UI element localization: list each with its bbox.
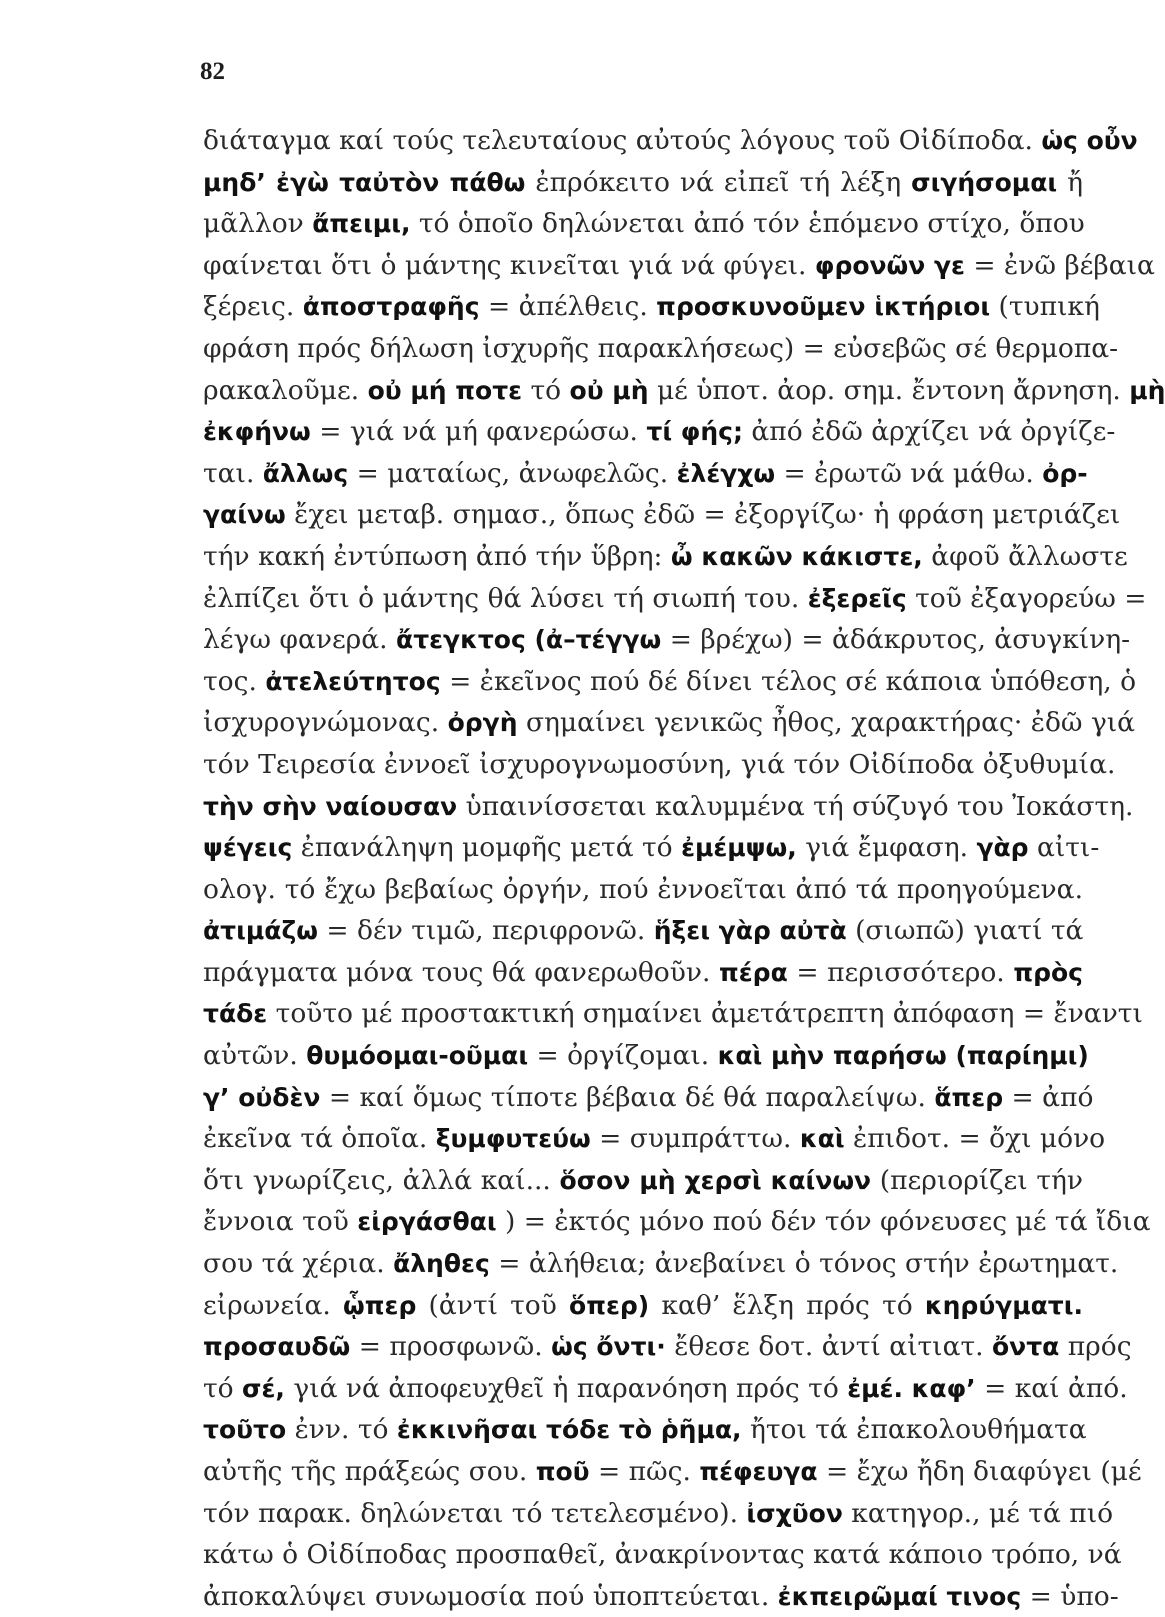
commentary-text-run: ἐλπίζει ὅτι ὁ μάντης θά λύσει τή σιωπή του. <box>203 582 808 614</box>
commentary-text <box>203 120 1165 1617</box>
lemma-term: ἥξει γὰρ αὐτὰ <box>653 916 847 946</box>
text-line <box>203 702 1136 744</box>
commentary-text-run: ἐπανάληψη μομφῆς μετά τό <box>292 832 682 864</box>
lemma-term: ξυμφυτεύω <box>435 1124 591 1154</box>
commentary-text-run: ὅτι γνωρίζεις, ἀλλά καί... <box>203 1164 560 1196</box>
commentary-text-run: διάταγμα καί τούς τελευταίους αὐτούς λόγους τοῦ Οἰδίποδα. <box>203 125 1042 156</box>
commentary-text-run: = προσφωνῶ. <box>350 1331 552 1363</box>
commentary-text-run: ἐπρόκειτο νά εἰπεῖ τή λέξη <box>525 166 912 198</box>
commentary-text-run: τό <box>522 374 570 406</box>
lemma-term: καὶ μὴν παρήσω (παρίημι) <box>717 1041 1089 1071</box>
lemma-term: ἄτεγκτος (ἀ–τέγγω <box>396 625 662 655</box>
text-line <box>203 1077 1094 1119</box>
lemma-term: φρονῶν γε <box>814 250 965 280</box>
commentary-text-run: σημαίνει γενικῶς ἦθος, χαρακτήρας· ἐδῶ γιά <box>517 707 1136 739</box>
commentary-text-run: = ὑπο- <box>1021 1580 1119 1612</box>
text-line <box>203 1035 1089 1077</box>
lemma-term: ὀρ- <box>1042 458 1088 488</box>
commentary-text-run: = ἐκεῖνος πού δέ δίνει τέλος σέ κάποια ὑπόθεση, ὁ <box>440 665 1137 697</box>
commentary-text-run: = πῶς. <box>589 1456 700 1487</box>
commentary-text-run: τοῦ ἐξαγορεύω = <box>906 582 1147 614</box>
commentary-text-run: τος. <box>203 665 266 697</box>
commentary-text-run: λέγω φανερά. <box>203 624 397 656</box>
commentary-text-run: σου τά χέρια. <box>203 1248 394 1280</box>
text-line <box>203 619 1131 661</box>
commentary-text-run: = καί ὅμως τίποτε βέβαια δέ θά παραλείψω. <box>320 1081 935 1113</box>
commentary-text-run: εἰρωνεία. <box>203 1289 344 1321</box>
commentary-text-run: φράση πρός δήλωση ἰσχυρῆς παρακλήσεως) = εὐσεβῶς σέ θερμοπα- <box>203 332 1119 364</box>
text-line <box>203 744 1116 786</box>
lemma-term: πέφευγα <box>699 1457 818 1486</box>
text-line <box>203 328 1119 370</box>
lemma-term: ἄληθες <box>393 1249 490 1279</box>
text-line <box>203 370 1165 412</box>
commentary-text-run: τόν Τειρεσία ἐννοεῖ ἰσχυρογνωμοσύνη, γιά τόν Οἰδίποδα ὀξυθυμία. <box>203 748 1116 780</box>
commentary-text-run: ἔθεσε δοτ. ἀντί αἰτιατ. <box>665 1331 992 1363</box>
commentary-text-run: ἔχει μεταβ. σημασ., ὅπως ἐδῶ = ἐξοργίζω· ἡ φράση μετριάζει <box>285 499 1121 531</box>
lemma-term: θυμόομαι-οῦμαι <box>306 1041 529 1071</box>
commentary-text-run: γιά νά ἀποφευχθεῖ ἡ παρανόηση πρός τό <box>284 1372 848 1404</box>
text-line <box>203 1409 1087 1451</box>
commentary-text-run: ἐκεῖνα τά ὁποῖα. <box>203 1123 436 1155</box>
lemma-term: ἐκφήνω <box>203 417 311 447</box>
text-line <box>203 1285 1083 1327</box>
lemma-term: ποῦ <box>535 1457 590 1486</box>
lemma-term: γὰρ <box>976 833 1029 863</box>
lemma-term: ὡς οὖν <box>1041 126 1138 155</box>
commentary-text-run: φαίνεται ὅτι ὁ μάντης κινεῖται γιά νά φύγει. <box>203 249 815 281</box>
lemma-term: τοῦτο <box>203 1415 287 1445</box>
text-line <box>203 1493 1114 1535</box>
commentary-text-run: ἤ <box>1057 166 1083 198</box>
text-line <box>203 578 1147 620</box>
lemma-term: ὅσον μὴ χερσὶ καίνων <box>559 1165 872 1195</box>
commentary-text-run: αὐτῆς τῆς πράξεώς σου. <box>203 1456 536 1487</box>
lemma-term: ἐξερεῖς <box>807 583 907 613</box>
lemma-term: τί φής; <box>646 417 743 447</box>
commentary-text-run: κάτω ὁ Οἰδίποδας προσπαθεῖ, ἀνακρίνοντας κατά κάποιο τρόπο, νά <box>203 1539 1122 1571</box>
commentary-text-run: αἰτι- <box>1028 832 1100 864</box>
lemma-term: τὴν σὴν ναίουσαν <box>203 791 458 821</box>
lemma-term: κηρύγματι. <box>924 1290 1083 1320</box>
lemma-term: ἐκπειρῶμαί τινος <box>777 1581 1022 1611</box>
commentary-text-run: πρός <box>1059 1331 1132 1363</box>
commentary-text-run: τοῦτο μέ προστακτική σημαίνει ἀμετάτρεπτη ἀπόφαση = ἔναντι <box>267 998 1143 1030</box>
commentary-text-run: = συμπράττω. <box>590 1123 800 1155</box>
lemma-term: ὦ κακῶν κάκιστε, <box>670 541 923 571</box>
lemma-term: ἐμέ. καφ’ <box>847 1373 976 1403</box>
commentary-text-run: (περιορίζει τήν <box>871 1164 1083 1196</box>
commentary-text-run: καθ’ ἕλξη πρός τό <box>649 1289 925 1321</box>
lemma-term: εἰργάσθαι <box>357 1207 497 1237</box>
commentary-text-run: ολογ. τό ἔχω βεβαίως ὀργήν, πού ἐννοεῖται ἀπό τά προηγούμενα. <box>203 873 1083 905</box>
lemma-term: ᾧπερ <box>343 1290 417 1320</box>
lemma-term: ἰσχῦον <box>746 1498 843 1528</box>
lemma-term: τάδε <box>203 999 268 1029</box>
page-number: 82 <box>200 58 225 85</box>
commentary-text-run: = ἀπέλθεις. <box>479 291 657 323</box>
text-line <box>203 661 1137 703</box>
lemma-term: ὡς ὄντι· <box>551 1332 666 1362</box>
commentary-text-run: = ἐρωτῶ νά μάθω. <box>775 457 1043 489</box>
lemma-term: μὴ <box>1129 375 1165 405</box>
text-line <box>203 411 1116 453</box>
lemma-term: οὐ μή ποτε <box>367 375 523 405</box>
lemma-term: ψέγεις <box>203 833 293 863</box>
lemma-term: γαίνω <box>203 500 286 530</box>
text-line <box>203 1368 1128 1410</box>
lemma-term: ἐλέγχω <box>676 458 776 488</box>
lemma-term: σιγήσομαι <box>911 167 1058 197</box>
commentary-text-run: = καί ἀπό. <box>975 1372 1128 1404</box>
text-line <box>203 1118 1106 1160</box>
commentary-text-run: τήν κακή ἐντύπωση ἀπό τήν ὕβρη: <box>203 540 671 572</box>
commentary-text-run: ρακαλοῦμε. <box>203 374 368 406</box>
commentary-text-run: (τυπική <box>990 291 1100 323</box>
commentary-text-run: = ὀργίζομαι. <box>528 1040 718 1072</box>
lemma-term: γ’ οὐδὲν <box>203 1082 321 1112</box>
commentary-text-run: ἀποκαλύψει συνωμοσία πού ὑποπτεύεται. <box>203 1580 778 1612</box>
lemma-term: προσκυνοῦμεν ἱκτήριοι <box>656 292 991 322</box>
commentary-text-run: (ἀντί τοῦ <box>416 1289 570 1321</box>
commentary-text-run: τόν παρακ. δηλώνεται τό τετελεσμένο). <box>203 1497 747 1529</box>
lemma-term: οὐ μὴ <box>569 375 649 405</box>
lemma-term: καὶ <box>799 1124 845 1154</box>
lemma-term: πρὸς <box>1013 957 1083 987</box>
commentary-text-run: τό <box>203 1372 243 1404</box>
commentary-text-run: ) = ἐκτός μόνο πού δέν τόν φόνευσες μέ τά ἴδια <box>496 1206 1151 1238</box>
commentary-text-run: ται. <box>203 457 263 489</box>
text-line <box>203 1326 1132 1368</box>
lemma-term: ἐκκινῆσαι τόδε τὸ ῥῆμα, <box>396 1415 742 1445</box>
lemma-term: ἄλλως <box>262 458 349 488</box>
commentary-text-run: ἐπιδοτ. = ὄχι μόνο <box>844 1123 1106 1155</box>
lemma-term: ὄντα <box>991 1332 1060 1362</box>
commentary-text-run: πράγματα μόνα τους θά φανερωθοῦν. <box>203 956 719 988</box>
lemma-term: ἀποστραφῆς <box>302 292 480 322</box>
text-line <box>203 245 1155 287</box>
lemma-term: ὅπερ) <box>569 1290 650 1320</box>
text-line <box>203 827 1100 869</box>
commentary-text-run: ἤτοι τά ἐπακολουθήματα <box>741 1414 1087 1446</box>
text-line <box>203 1201 1151 1243</box>
commentary-text-run: (σιωπῶ) γιατί τά <box>846 915 1084 947</box>
commentary-text-run: ἔννοια τοῦ <box>203 1206 358 1238</box>
lemma-term: ἅπερ <box>934 1082 1004 1112</box>
commentary-text-run: γιά ἔμφαση. <box>796 832 977 864</box>
commentary-text-run: = περισσότερο. <box>787 956 1014 988</box>
text-line <box>203 453 1088 495</box>
text-line <box>203 494 1121 536</box>
lemma-term: προσαυδῶ <box>203 1332 351 1362</box>
commentary-text-run: = ματαίως, ἀνωφελῶς. <box>348 457 677 489</box>
commentary-text-run: τό ὁποῖο δηλώνεται ἀπό τόν ἑπόμενο στίχο, ὅπου <box>410 208 1085 240</box>
lemma-term: μηδ’ ἐγὼ ταὐτὸν πάθω <box>203 167 526 197</box>
commentary-text-run: = δέν τιμῶ, περιφρονῶ. <box>317 915 654 947</box>
commentary-text-run: ἀπό ἐδῶ ἀρχίζει νά ὀργίζε- <box>742 416 1116 448</box>
lemma-term: ἀτελεύτητος <box>265 666 441 696</box>
text-line <box>203 162 1083 204</box>
commentary-text-run: ἰσχυρογνώμονας. <box>203 707 448 739</box>
commentary-text-run: ἀφοῦ ἄλλωστε <box>922 540 1128 572</box>
commentary-text-run: = γιά νά μή φανερώσω. <box>310 416 647 448</box>
commentary-text-run: μᾶλλον <box>203 208 313 240</box>
commentary-text-run: = ἀπό <box>1003 1081 1094 1113</box>
commentary-text-run: = ἔχω ἤδη διαφύγει (μέ <box>817 1456 1142 1487</box>
text-line <box>203 1451 1142 1493</box>
commentary-text-run: αὐτῶν. <box>203 1040 307 1072</box>
lemma-term: ἐμέμψω, <box>681 833 797 863</box>
lemma-term: πέρα <box>718 957 788 987</box>
text-line <box>203 1576 1119 1617</box>
lemma-term: σέ, <box>242 1373 285 1403</box>
text-line <box>203 203 1083 245</box>
text-line <box>203 952 1083 994</box>
text-line <box>203 1534 1122 1576</box>
lemma-term: ἄπειμι, <box>312 209 411 239</box>
text-line <box>203 1243 1119 1285</box>
lemma-term: ἀτιμάζω <box>203 916 318 946</box>
text-line <box>203 1160 1083 1202</box>
text-line <box>203 536 1128 578</box>
commentary-text-run: ὑπαινίσσεται καλυμμένα τή σύζυγό του Ἰοκάστη. <box>457 790 1134 822</box>
lemma-term: ὀργὴ <box>447 708 518 738</box>
text-line <box>203 993 1143 1035</box>
commentary-text-run: = βρέχω) = ἀδάκρυτος, ἀσυγκίνη- <box>661 624 1131 656</box>
commentary-text-run: = ἀλήθεια; ἀνεβαίνει ὁ τόνος στήν ἐρωτηματ. <box>489 1248 1119 1280</box>
text-line <box>203 286 1100 328</box>
text-line <box>203 910 1083 952</box>
commentary-text-run: κατηγορ., μέ τά πιό <box>842 1497 1114 1529</box>
text-line <box>203 120 1138 162</box>
commentary-text-run: ἐνν. τό <box>286 1414 397 1446</box>
commentary-text-run: = ἐνῶ βέβαια <box>964 249 1155 281</box>
commentary-text-run: μέ ὑποτ. ἀορ. σημ. ἔντονη ἄρνηση. <box>648 374 1130 406</box>
text-line <box>203 869 1083 911</box>
text-line <box>203 786 1134 828</box>
commentary-text-run: ξέρεις. <box>203 291 303 323</box>
